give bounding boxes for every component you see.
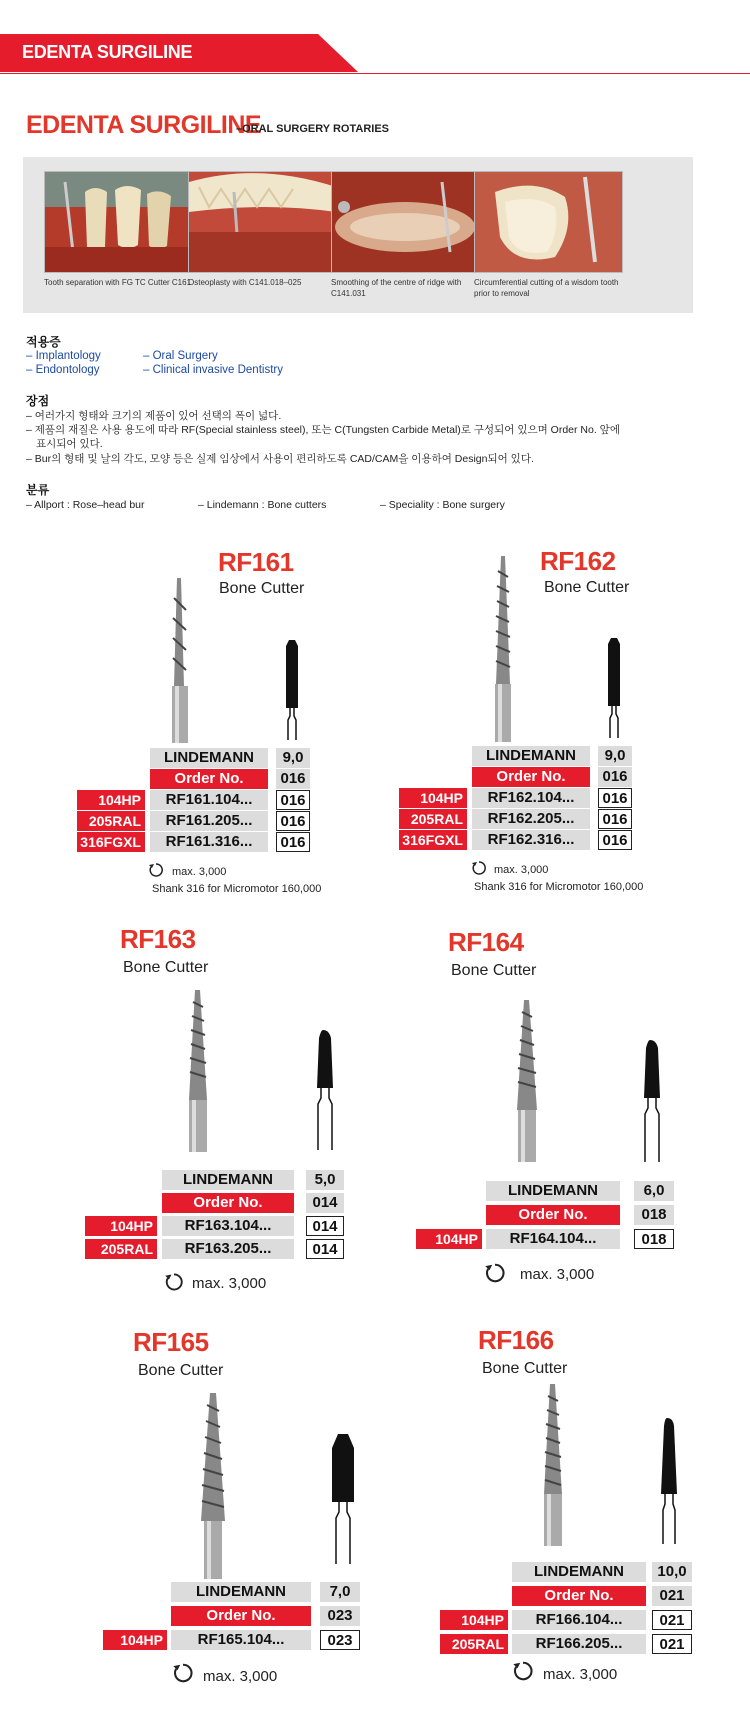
bur-side-view-icon xyxy=(183,990,213,1152)
product-name: RF163 xyxy=(120,924,196,954)
size-value: 016 xyxy=(276,811,310,831)
order-number: RF162.104... xyxy=(472,788,590,808)
lindemann-label: LINDEMANN xyxy=(486,1181,620,1201)
photo-caption: Circumferential cutting of a wisdom tooth prior to removal xyxy=(474,278,619,298)
size-value: 021 xyxy=(652,1634,692,1654)
rotation-icon xyxy=(164,1272,184,1292)
order-no-label: Order No. xyxy=(512,1586,646,1606)
product-name: RF166 xyxy=(478,1325,554,1355)
dental-photo-wisdom-tooth xyxy=(474,171,623,273)
classification-item: – Lindemann : Bone cutters xyxy=(198,499,327,511)
product-name: RF161 xyxy=(218,547,294,577)
lindemann-label: LINDEMANN xyxy=(472,746,590,766)
photo-caption: Tooth separation with FG TC Cutter C161 xyxy=(44,278,192,287)
indication-item: – Implantology xyxy=(26,350,101,362)
rotation-icon xyxy=(148,862,164,878)
classification-item: – Speciality : Bone surgery xyxy=(380,499,505,511)
lindemann-size: 5,0 xyxy=(306,1170,344,1190)
rotation-icon xyxy=(484,1262,506,1284)
size-value: 023 xyxy=(320,1630,360,1650)
shank-code: 205RAL xyxy=(77,811,145,831)
rotation-icon xyxy=(471,860,487,876)
speed-note: max. 3,000 xyxy=(192,1275,267,1292)
order-no-label: Order No. xyxy=(162,1193,294,1213)
speed-note: max. 3,000 xyxy=(543,1666,618,1683)
size-value: 016 xyxy=(276,832,310,852)
order-number: RF164.104... xyxy=(486,1229,620,1249)
advantage-line: – Bur의 형태 및 날의 각도, 모양 등은 실제 임상에서 사용이 편리하도록 CAD/CAM을 이용하여 Design되어 있다. xyxy=(26,453,534,465)
advantage-line: – 제품의 재질은 사용 용도에 따라 RF(Special stainless steel), 또는 C(Tungsten Carbide Metal)로 구성되어 있으며 Order No. 앞에 xyxy=(26,424,620,436)
product-type: Bone Cutter xyxy=(123,959,209,976)
speed-note: max. 3,000 xyxy=(203,1668,278,1685)
order-number: RF165.104... xyxy=(171,1630,311,1650)
photo-panel xyxy=(23,157,693,313)
lindemann-size: 10,0 xyxy=(652,1562,692,1582)
lindemann-label: LINDEMANN xyxy=(171,1582,311,1602)
indication-item: – Endontology xyxy=(26,364,100,376)
head-size: 023 xyxy=(320,1606,360,1626)
indication-item: – Clinical invasive Dentistry xyxy=(143,364,283,376)
product-type: Bone Cutter xyxy=(451,962,537,979)
advantage-line: 표시되어 있다. xyxy=(36,438,103,450)
size-value: 021 xyxy=(652,1610,692,1630)
product-type: Bone Cutter xyxy=(219,580,305,597)
shank-code: 205RAL xyxy=(85,1239,157,1259)
order-number: RF162.316... xyxy=(472,830,590,850)
size-value: 014 xyxy=(306,1216,344,1236)
bur-side-view-icon xyxy=(538,1384,568,1546)
lindemann-size: 9,0 xyxy=(276,748,310,768)
speed-note: max. 3,000 xyxy=(172,866,227,878)
bur-silhouette-icon xyxy=(313,1030,337,1150)
rotation-icon xyxy=(172,1662,194,1684)
order-no-label: Order No. xyxy=(486,1205,620,1225)
bur-side-view-icon xyxy=(165,578,195,743)
lindemann-size: 7,0 xyxy=(320,1582,360,1602)
photo-caption: Osteoplasty with C141.018–025 xyxy=(188,278,302,287)
order-no-label: Order No. xyxy=(171,1606,311,1626)
bur-silhouette-icon xyxy=(330,1434,356,1564)
lindemann-size: 9,0 xyxy=(598,746,632,766)
header-rule xyxy=(0,73,750,74)
lindemann-label: LINDEMANN xyxy=(512,1562,646,1582)
speed-note: max. 3,000 xyxy=(520,1266,595,1283)
head-size: 021 xyxy=(652,1586,692,1606)
size-value: 018 xyxy=(634,1229,674,1249)
classification-heading: 분류 xyxy=(26,483,50,497)
shank-note: Shank 316 for Micromotor 160,000 xyxy=(152,883,322,895)
lindemann-label: LINDEMANN xyxy=(150,748,268,768)
bur-silhouette-icon xyxy=(604,638,624,738)
order-no-label: Order No. xyxy=(472,767,590,787)
classification-item: – Allport : Rose–head bur xyxy=(26,499,145,511)
size-value: 014 xyxy=(306,1239,344,1259)
shank-note: Shank 316 for Micromotor 160,000 xyxy=(474,881,644,893)
dental-photo-ridge-smoothing xyxy=(331,171,480,273)
speed-note: max. 3,000 xyxy=(494,864,549,876)
advantages-heading: 장점 xyxy=(26,394,50,408)
bur-silhouette-icon xyxy=(640,1040,664,1162)
order-number: RF162.205... xyxy=(472,809,590,829)
shank-code: 316FGXL xyxy=(77,832,145,852)
product-name: RF164 xyxy=(448,927,524,957)
product-type: Bone Cutter xyxy=(544,579,630,596)
order-number: RF166.104... xyxy=(512,1610,646,1630)
bur-silhouette-icon xyxy=(282,640,302,740)
shank-code: 104HP xyxy=(399,788,467,808)
order-number: RF161.104... xyxy=(150,790,268,810)
product-type: Bone Cutter xyxy=(138,1362,224,1379)
size-value: 016 xyxy=(598,788,632,808)
photo-caption: Smoothing of the centre of ridge with C141.031 xyxy=(331,278,462,298)
shank-code: 104HP xyxy=(85,1216,157,1236)
order-number: RF166.205... xyxy=(512,1634,646,1654)
advantage-line: – 여러가지 형태와 크기의 제품이 있어 선택의 폭이 넓다. xyxy=(26,410,282,422)
page-subtitle: –ORAL SURGERY ROTARIES xyxy=(236,123,390,135)
dental-photo-tooth-separation xyxy=(44,171,193,273)
dental-photo-osteoplasty xyxy=(188,171,337,273)
shank-code: 104HP xyxy=(77,790,145,810)
lindemann-label: LINDEMANN xyxy=(162,1170,294,1190)
product-type: Bone Cutter xyxy=(482,1360,568,1377)
head-size: 016 xyxy=(598,767,632,787)
bur-silhouette-icon xyxy=(658,1418,680,1544)
bur-side-view-icon xyxy=(512,1000,542,1162)
head-size: 014 xyxy=(306,1193,344,1213)
lindemann-size: 6,0 xyxy=(634,1181,674,1201)
shank-code: 104HP xyxy=(440,1610,508,1630)
head-size: 018 xyxy=(634,1205,674,1225)
page-title: EDENTA SURGILINE xyxy=(26,111,262,139)
shank-code: 104HP xyxy=(416,1229,482,1249)
product-name: RF162 xyxy=(540,546,616,576)
shank-code: 316FGXL xyxy=(399,830,467,850)
shank-code: 205RAL xyxy=(440,1634,508,1654)
header-banner-text: EDENTA SURGILINE xyxy=(22,42,193,62)
rotation-icon xyxy=(512,1660,534,1682)
order-number: RF163.205... xyxy=(162,1239,294,1259)
indications-heading: 적용증 xyxy=(26,335,61,349)
bur-side-view-icon xyxy=(196,1393,230,1579)
head-size: 016 xyxy=(276,769,310,789)
order-no-label: Order No. xyxy=(150,769,268,789)
shank-code: 104HP xyxy=(103,1630,167,1650)
shank-code: 205RAL xyxy=(399,809,467,829)
size-value: 016 xyxy=(598,809,632,829)
size-value: 016 xyxy=(276,790,310,810)
order-number: RF161.316... xyxy=(150,832,268,852)
indication-item: – Oral Surgery xyxy=(143,350,218,362)
order-number: RF161.205... xyxy=(150,811,268,831)
product-name: RF165 xyxy=(133,1327,209,1357)
order-number: RF163.104... xyxy=(162,1216,294,1236)
size-value: 016 xyxy=(598,830,632,850)
bur-side-view-icon xyxy=(487,556,519,742)
